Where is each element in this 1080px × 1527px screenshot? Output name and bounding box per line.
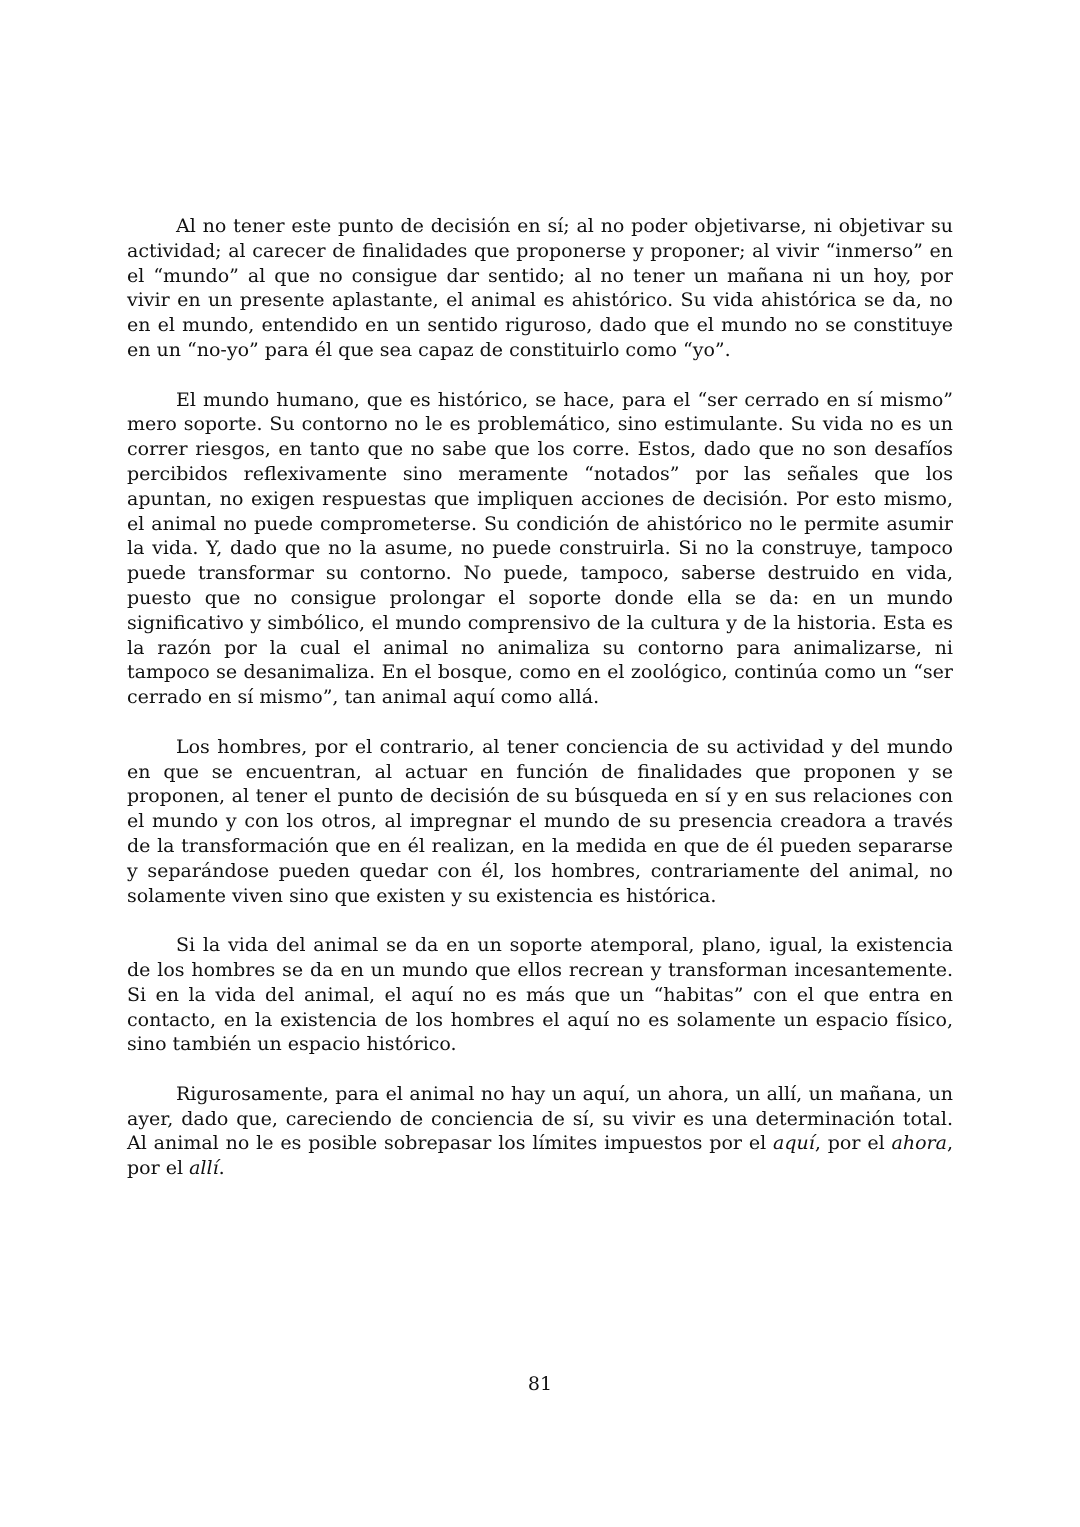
paragraph-5-text-2: , por el (814, 1132, 892, 1155)
italic-ahora: ahora (891, 1132, 947, 1155)
paragraph-5-text-1: Rigurosamente, para el animal no hay un aquí, un ahora, un allí, un mañana, un ayer, dado que, careciendo de conciencia de sí, su vivir es una determinación total. Al animal no le es posible sobrepasar los límites impuestos por el (127, 1082, 953, 1155)
italic-alli: allí (189, 1157, 219, 1180)
italic-aqui: aquí (773, 1132, 815, 1155)
paragraph-2: El mundo humano, que es histórico, se hace, para el “ser cerrado en sí mismo” mero soporte. Su contorno no le es problemático, sino estimulante. Su vida no es un correr riesgos, en tanto que no sabe que los corre. Estos, dado que no son desafíos percibidos reflexivamente sino meramente “notados” por las señales que los apuntan, no exigen respuestas que impliquen acciones de decisión. Por esto mismo, el animal no puede comprometerse. Su condición de ahistórico no le permite asumir la vida. Y, dado que no la asume, no puede construirla. Si no la construye, tampoco puede transformar su contorno. No puede, tampoco, saberse destruido en vida, puesto que no consigue prolongar el soporte donde ella se da: en un mundo significativo y simbólico, el mundo comprensivo de la cultura y de la historia. Esta es la razón por la cual el animal no animaliza su contorno para animalizarse, ni tampoco se desanimaliza. En el bosque, como en el zoológico, continúa como un “ser cerrado en sí mismo”, tan animal aquí como allá. (127, 388, 953, 709)
page-number: 81 (527, 1373, 553, 1395)
paragraph-1: Al no tener este punto de decisión en sí; al no poder objetivarse, ni objetivar su actividad; al carecer de finalidades que proponerse y proponer; al vivir “inmerso” en el “mundo” al que no consigue dar sentido; al no tener un mañana ni un hoy, por vivir en un presente aplastante, el animal es ahistórico. Su vida ahistórica se da, no en el mundo, entendido en un sentido riguroso, dado que el mundo no se constituye en un “no-yo” para él que sea capaz de constituirlo como “yo”. (127, 215, 953, 361)
paragraph-3: Los hombres, por el contrario, al tener conciencia de su actividad y del mundo en que se encuentran, al actuar en función de finalidades que proponen y se proponen, al tener el punto de decisión de su búsqueda en sí y en sus relaciones con el mundo y con los otros, al impregnar el mundo de su presencia creadora a través de la transformación que en él realizan, en la medida en que de él pueden separarse y separándose pueden quedar con él, los hombres, contrariamente del animal, no solamente viven sino que existen y su existencia es histórica. (127, 735, 953, 907)
paragraph-4: Si la vida del animal se da en un soporte atemporal, plano, igual, la existencia de los hombres se da en un mundo que ellos recrean y transforman incesantemente. Si en la vida del animal, el aquí no es más que un “habitas” con el que entra en contacto, en la existencia de los hombres el aquí no es solamente un espacio físico, sino también un espacio histórico. (127, 934, 953, 1056)
paragraph-5-text-3: , por el (127, 1132, 953, 1180)
paragraph-5-text-4: . (218, 1157, 225, 1180)
body-text (127, 214, 953, 1181)
paragraph-5 (127, 1082, 953, 1181)
